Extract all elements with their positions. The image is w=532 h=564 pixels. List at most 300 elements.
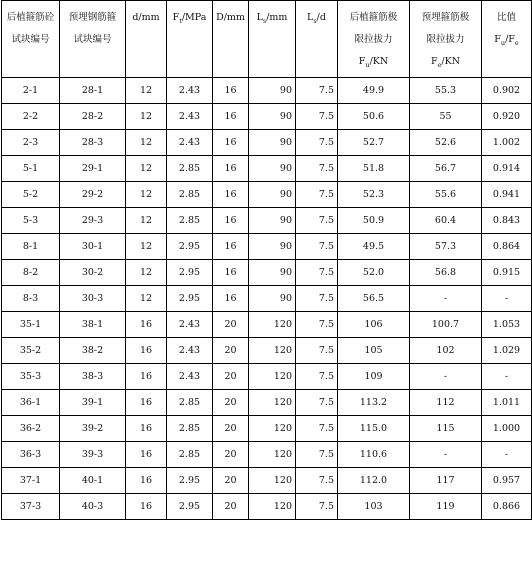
- cell-embedded-id: [60, 234, 126, 260]
- cell-hole-diameter: [213, 494, 249, 520]
- cell-value: 35-3: [19, 371, 42, 382]
- cell-value: 0.915: [492, 267, 521, 278]
- cell-value: 90: [279, 85, 292, 96]
- cell-hole-diameter: [213, 234, 249, 260]
- header-label-line: 试块编号: [73, 34, 112, 45]
- cell-bar-diameter: [126, 156, 167, 182]
- table-row: [2, 78, 532, 104]
- cell-value: 120: [273, 501, 292, 512]
- cell-value: 0.902: [492, 85, 521, 96]
- cell-value: 8-3: [22, 293, 39, 304]
- cell-value: 38-1: [81, 319, 104, 330]
- cell-value: 28-3: [81, 137, 104, 148]
- header-label-line: $L_s/mm$: [256, 12, 288, 25]
- cell-length-ratio: [296, 364, 338, 390]
- data-table-container: [1, 0, 532, 520]
- cell-value: 39-1: [81, 397, 104, 408]
- cell-force-ratio: [482, 338, 532, 364]
- cell-embedded-id: [60, 104, 126, 130]
- cell-value: 1.002: [492, 137, 521, 148]
- cell-value: 90: [279, 137, 292, 148]
- header-label-line: 限拉拔力: [354, 34, 393, 45]
- cell-value: 90: [279, 293, 292, 304]
- cell-hole-diameter: [213, 390, 249, 416]
- cell-value: 39-3: [81, 449, 104, 460]
- cell-value: 16: [139, 345, 153, 356]
- cell-anchorage-length: [249, 78, 296, 104]
- cell-value: 2.85: [178, 449, 201, 460]
- cell-value: 40-3: [81, 501, 104, 512]
- cell-force-ratio: [482, 78, 532, 104]
- cell-value: 7.5: [318, 501, 334, 512]
- cell-post-installed-id: [2, 260, 60, 286]
- cell-value: 119: [436, 501, 455, 512]
- cell-anchorage-length: [249, 130, 296, 156]
- cell-value: 1.029: [492, 345, 521, 356]
- cell-value: 120: [273, 449, 292, 460]
- cell-embedded-force: [410, 468, 482, 494]
- cell-hole-diameter: [213, 312, 249, 338]
- cell-value: 90: [279, 215, 292, 226]
- cell-post-installed-id: [2, 286, 60, 312]
- header-post-installed-pullout-force: [338, 1, 410, 78]
- cell-bar-diameter: [126, 208, 167, 234]
- cell-force-ratio: [482, 312, 532, 338]
- cell-value: 7.5: [318, 163, 334, 174]
- table-row: [2, 338, 532, 364]
- cell-hole-diameter: [213, 468, 249, 494]
- cell-value: 7.5: [318, 397, 334, 408]
- cell-length-ratio: [296, 156, 338, 182]
- cell-embedded-force: [410, 156, 482, 182]
- cell-value: 7.5: [318, 293, 334, 304]
- cell-value: 2.95: [178, 267, 201, 278]
- cell-length-ratio: [296, 494, 338, 520]
- cell-value: 2-1: [22, 85, 39, 96]
- cell-value: 7.5: [318, 267, 334, 278]
- cell-post-installed-id: [2, 390, 60, 416]
- cell-value: 2.43: [178, 137, 201, 148]
- cell-tensile-strength: [167, 208, 213, 234]
- table-row: [2, 286, 532, 312]
- cell-tensile-strength: [167, 494, 213, 520]
- table-row: [2, 364, 532, 390]
- cell-post-installed-id: [2, 364, 60, 390]
- cell-value: 110.6: [359, 449, 388, 460]
- cell-bar-diameter: [126, 286, 167, 312]
- cell-value: 7.5: [318, 319, 334, 330]
- cell-post-installed-force: [338, 260, 410, 286]
- cell-embedded-force: [410, 364, 482, 390]
- cell-anchorage-length: [249, 104, 296, 130]
- cell-value: 7.5: [318, 423, 334, 434]
- cell-value: 2.85: [178, 189, 201, 200]
- cell-length-ratio: [296, 390, 338, 416]
- cell-value: 16: [224, 85, 237, 96]
- header-label-line: $F_t$/MPa: [172, 12, 207, 25]
- cell-embedded-id: [60, 338, 126, 364]
- cell-hole-diameter: [213, 416, 249, 442]
- cell-value: 2.95: [178, 475, 201, 486]
- cell-value: 60.4: [434, 215, 457, 226]
- cell-value: 112.0: [359, 475, 388, 486]
- table-row: [2, 208, 532, 234]
- cell-value: 109: [364, 371, 383, 382]
- cell-value: 2.95: [178, 293, 201, 304]
- cell-value: 29-2: [81, 189, 104, 200]
- cell-bar-diameter: [126, 390, 167, 416]
- cell-value: 52.3: [362, 189, 385, 200]
- cell-embedded-force: [410, 390, 482, 416]
- table-row: [2, 416, 532, 442]
- cell-value: 20: [224, 449, 237, 460]
- cell-post-installed-id: [2, 338, 60, 364]
- cell-value: -: [504, 449, 509, 460]
- cell-value: 0.843: [492, 215, 521, 226]
- cell-value: 56.8: [434, 267, 457, 278]
- cell-hole-diameter: [213, 78, 249, 104]
- cell-embedded-force: [410, 208, 482, 234]
- cell-value: 49.9: [362, 85, 385, 96]
- cell-value: 7.5: [318, 137, 334, 148]
- cell-value: 103: [364, 501, 383, 512]
- table-body: [2, 1, 532, 520]
- cell-post-installed-force: [338, 208, 410, 234]
- cell-value: 39-2: [81, 423, 104, 434]
- cell-post-installed-id: [2, 468, 60, 494]
- cell-value: 2.85: [178, 397, 201, 408]
- cell-hole-diameter: [213, 260, 249, 286]
- cell-value: 120: [273, 345, 292, 356]
- cell-value: 12: [139, 137, 153, 148]
- cell-length-ratio: [296, 130, 338, 156]
- cell-value: 51.8: [362, 163, 385, 174]
- cell-value: 90: [279, 189, 292, 200]
- cell-value: 1.053: [492, 319, 521, 330]
- cell-force-ratio: [482, 468, 532, 494]
- cell-value: 2.85: [178, 215, 201, 226]
- cell-length-ratio: [296, 234, 338, 260]
- cell-post-installed-id: [2, 156, 60, 182]
- cell-anchorage-length: [249, 468, 296, 494]
- cell-value: 7.5: [318, 475, 334, 486]
- cell-anchorage-length: [249, 364, 296, 390]
- cell-value: 16: [224, 241, 237, 252]
- table-row: [2, 468, 532, 494]
- cell-value: 90: [279, 267, 292, 278]
- cell-value: 5-2: [22, 189, 39, 200]
- cell-value: 106: [364, 319, 383, 330]
- cell-value: 12: [139, 241, 153, 252]
- cell-value: 117: [436, 475, 455, 486]
- cell-value: 90: [279, 111, 292, 122]
- header-label-line: d/mm: [132, 12, 160, 23]
- cell-embedded-id: [60, 286, 126, 312]
- header-post-installed-specimen-id: [2, 1, 60, 78]
- cell-anchorage-length: [249, 286, 296, 312]
- cell-value: 2.95: [178, 241, 201, 252]
- cell-value: 16: [224, 163, 237, 174]
- cell-embedded-id: [60, 156, 126, 182]
- cell-value: 16: [224, 215, 237, 226]
- cell-tensile-strength: [167, 468, 213, 494]
- cell-force-ratio: [482, 104, 532, 130]
- cell-length-ratio: [296, 416, 338, 442]
- cell-value: 8-1: [22, 241, 39, 252]
- cell-value: 16: [224, 189, 237, 200]
- cell-value: 12: [139, 85, 153, 96]
- cell-force-ratio: [482, 156, 532, 182]
- cell-value: 7.5: [318, 85, 334, 96]
- cell-post-installed-force: [338, 442, 410, 468]
- cell-value: 56.5: [362, 293, 385, 304]
- header-label-line: 预埋箍筋极: [421, 12, 470, 23]
- cell-value: 0.920: [492, 111, 521, 122]
- cell-anchorage-length: [249, 416, 296, 442]
- header-anchorage-length: [249, 1, 296, 78]
- cell-value: -: [443, 293, 448, 304]
- cell-hole-diameter: [213, 338, 249, 364]
- cell-value: 55.6: [434, 189, 457, 200]
- cell-value: 2.95: [178, 501, 201, 512]
- cell-value: 36-1: [19, 397, 42, 408]
- cell-value: -: [504, 371, 509, 382]
- cell-value: 20: [224, 397, 237, 408]
- cell-value: 35-2: [19, 345, 42, 356]
- table-row: [2, 442, 532, 468]
- cell-post-installed-force: [338, 312, 410, 338]
- cell-value: 29-3: [81, 215, 104, 226]
- cell-value: 102: [436, 345, 455, 356]
- cell-hole-diameter: [213, 104, 249, 130]
- cell-anchorage-length: [249, 234, 296, 260]
- cell-value: 113.2: [359, 397, 388, 408]
- cell-value: 20: [224, 423, 237, 434]
- cell-post-installed-id: [2, 234, 60, 260]
- cell-post-installed-id: [2, 104, 60, 130]
- cell-value: 7.5: [318, 215, 334, 226]
- cell-value: 37-1: [19, 475, 42, 486]
- cell-tensile-strength: [167, 442, 213, 468]
- cell-post-installed-force: [338, 390, 410, 416]
- cell-length-ratio: [296, 338, 338, 364]
- header-hole-diameter: [213, 1, 249, 78]
- cell-value: 55.3: [434, 85, 457, 96]
- cell-value: 12: [139, 111, 153, 122]
- cell-bar-diameter: [126, 78, 167, 104]
- cell-hole-diameter: [213, 130, 249, 156]
- header-embedded-specimen-id: [60, 1, 126, 78]
- cell-embedded-force: [410, 182, 482, 208]
- header-label-line: 后植箍筋砼: [6, 12, 55, 23]
- cell-value: 28-2: [81, 111, 104, 122]
- cell-value: 20: [224, 475, 237, 486]
- cell-tensile-strength: [167, 104, 213, 130]
- cell-value: 2.43: [178, 85, 201, 96]
- cell-embedded-id: [60, 416, 126, 442]
- cell-force-ratio: [482, 390, 532, 416]
- header-label-line: $L_s/d$: [307, 12, 326, 25]
- cell-value: 57.3: [434, 241, 457, 252]
- cell-tensile-strength: [167, 312, 213, 338]
- cell-bar-diameter: [126, 468, 167, 494]
- cell-length-ratio: [296, 104, 338, 130]
- cell-value: 8-2: [22, 267, 39, 278]
- cell-length-ratio: [296, 78, 338, 104]
- cell-value: 90: [279, 241, 292, 252]
- cell-value: 50.6: [362, 111, 385, 122]
- cell-value: 38-3: [81, 371, 104, 382]
- cell-value: 30-3: [81, 293, 104, 304]
- cell-tensile-strength: [167, 286, 213, 312]
- cell-value: 120: [273, 319, 292, 330]
- cell-anchorage-length: [249, 442, 296, 468]
- cell-value: 0.957: [492, 475, 521, 486]
- cell-value: 12: [139, 267, 153, 278]
- cell-value: 115: [436, 423, 455, 434]
- cell-post-installed-id: [2, 494, 60, 520]
- cell-value: 5-1: [22, 163, 39, 174]
- cell-post-installed-force: [338, 78, 410, 104]
- cell-value: 12: [139, 163, 153, 174]
- cell-value: 20: [224, 371, 237, 382]
- cell-value: 115.0: [359, 423, 388, 434]
- cell-value: 7.5: [318, 449, 334, 460]
- pullout-test-table: [1, 0, 532, 520]
- cell-embedded-force: [410, 416, 482, 442]
- cell-embedded-id: [60, 130, 126, 156]
- cell-value: 37-3: [19, 501, 42, 512]
- cell-force-ratio: [482, 208, 532, 234]
- cell-value: 35-1: [19, 319, 42, 330]
- cell-post-installed-force: [338, 494, 410, 520]
- cell-value: 1.011: [492, 397, 521, 408]
- cell-post-installed-force: [338, 416, 410, 442]
- cell-value: 30-1: [81, 241, 104, 252]
- cell-embedded-force: [410, 104, 482, 130]
- cell-force-ratio: [482, 130, 532, 156]
- cell-value: 120: [273, 397, 292, 408]
- cell-bar-diameter: [126, 416, 167, 442]
- cell-post-installed-force: [338, 364, 410, 390]
- header-bar-diameter: [126, 1, 167, 78]
- cell-embedded-force: [410, 312, 482, 338]
- cell-bar-diameter: [126, 338, 167, 364]
- cell-value: 105: [364, 345, 383, 356]
- cell-length-ratio: [296, 260, 338, 286]
- cell-value: 120: [273, 475, 292, 486]
- cell-value: 7.5: [318, 189, 334, 200]
- cell-post-installed-id: [2, 416, 60, 442]
- cell-embedded-id: [60, 260, 126, 286]
- table-row: [2, 156, 532, 182]
- cell-anchorage-length: [249, 390, 296, 416]
- cell-length-ratio: [296, 468, 338, 494]
- cell-value: -: [443, 449, 448, 460]
- cell-value: 16: [224, 293, 237, 304]
- cell-value: 36-2: [19, 423, 42, 434]
- cell-value: 12: [139, 293, 153, 304]
- cell-bar-diameter: [126, 494, 167, 520]
- cell-bar-diameter: [126, 364, 167, 390]
- cell-anchorage-length: [249, 494, 296, 520]
- cell-embedded-force: [410, 130, 482, 156]
- cell-post-installed-force: [338, 182, 410, 208]
- cell-value: 16: [139, 475, 153, 486]
- cell-value: 1.000: [492, 423, 521, 434]
- header-embedded-pullout-force: [410, 1, 482, 78]
- cell-value: 20: [224, 501, 237, 512]
- cell-embedded-id: [60, 208, 126, 234]
- cell-value: 52.7: [362, 137, 385, 148]
- cell-value: 55: [439, 111, 452, 122]
- cell-value: -: [504, 293, 509, 304]
- table-row: [2, 312, 532, 338]
- cell-value: 49.5: [362, 241, 385, 252]
- cell-force-ratio: [482, 364, 532, 390]
- cell-embedded-id: [60, 78, 126, 104]
- cell-value: 40-1: [81, 475, 104, 486]
- cell-value: 16: [224, 111, 237, 122]
- cell-anchorage-length: [249, 208, 296, 234]
- cell-value: 30-2: [81, 267, 104, 278]
- cell-tensile-strength: [167, 260, 213, 286]
- cell-length-ratio: [296, 286, 338, 312]
- cell-value: 20: [224, 319, 237, 330]
- cell-value: 7.5: [318, 111, 334, 122]
- cell-value: 0.941: [492, 189, 521, 200]
- cell-tensile-strength: [167, 338, 213, 364]
- cell-value: 12: [139, 215, 153, 226]
- cell-post-installed-force: [338, 130, 410, 156]
- header-force-ratio: [482, 1, 532, 78]
- cell-value: 16: [224, 267, 237, 278]
- cell-length-ratio: [296, 208, 338, 234]
- cell-embedded-id: [60, 442, 126, 468]
- cell-embedded-force: [410, 442, 482, 468]
- cell-force-ratio: [482, 182, 532, 208]
- cell-post-installed-force: [338, 234, 410, 260]
- cell-post-installed-id: [2, 208, 60, 234]
- cell-value: 36-3: [19, 449, 42, 460]
- cell-value: 2-2: [22, 111, 39, 122]
- cell-post-installed-force: [338, 286, 410, 312]
- cell-embedded-force: [410, 234, 482, 260]
- cell-value: 2.43: [178, 319, 201, 330]
- cell-value: 52.0: [362, 267, 385, 278]
- header-label-line: 预埋钢筋箍: [68, 12, 117, 23]
- cell-value: 38-2: [81, 345, 104, 356]
- header-label-line: D/mm: [216, 12, 245, 23]
- cell-length-ratio: [296, 182, 338, 208]
- cell-value: 0.914: [492, 163, 521, 174]
- cell-value: 2.43: [178, 111, 201, 122]
- cell-hole-diameter: [213, 156, 249, 182]
- table-row: [2, 390, 532, 416]
- table-row: [2, 234, 532, 260]
- cell-anchorage-length: [249, 182, 296, 208]
- cell-embedded-force: [410, 260, 482, 286]
- cell-anchorage-length: [249, 156, 296, 182]
- cell-tensile-strength: [167, 156, 213, 182]
- cell-bar-diameter: [126, 442, 167, 468]
- cell-post-installed-id: [2, 130, 60, 156]
- cell-value: 2-3: [22, 137, 39, 148]
- cell-value: 16: [139, 423, 153, 434]
- cell-post-installed-id: [2, 312, 60, 338]
- cell-value: 12: [139, 189, 153, 200]
- cell-value: 16: [139, 449, 153, 460]
